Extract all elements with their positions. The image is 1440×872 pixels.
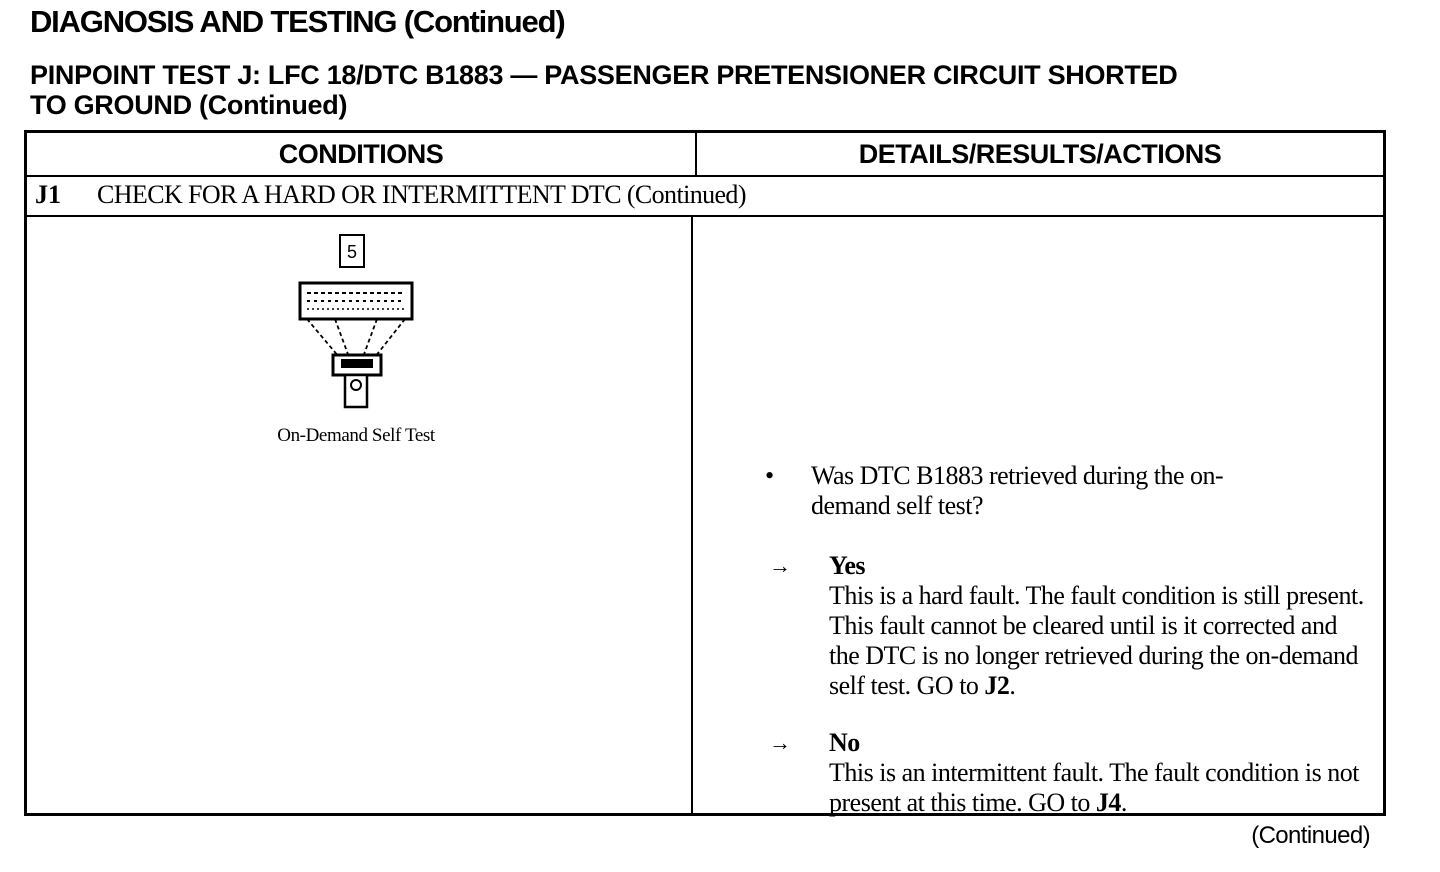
no-action-text: This is an intermittent fault. The fault condition is not present at this time. GO to J4.: [829, 758, 1359, 817]
connector-icon: [333, 355, 381, 407]
table-header-row: [27, 133, 1383, 177]
step-number: 5: [346, 242, 358, 262]
no-text: This is an intermittent fault. The fault condition is not present at this time. GO to: [829, 758, 1359, 817]
no-goto-step: J4: [1095, 788, 1121, 817]
yes-result: [765, 551, 1365, 701]
pinpoint-test-title: [30, 60, 1410, 120]
bullet-icon: •: [765, 461, 774, 490]
scan-tool-diagram: [295, 233, 417, 413]
connection-lines-icon: [307, 319, 405, 357]
diagram-caption: On-Demand Self Test: [277, 425, 435, 446]
step-id: J1: [35, 180, 61, 209]
continued-footer: (Continued): [1251, 822, 1370, 849]
step-row: [27, 177, 1383, 217]
details-column-header: DETAILS/RESULTS/ACTIONS: [858, 139, 1222, 169]
yes-goto-step: J2: [984, 671, 1010, 700]
pinpoint-test-title-line1: PINPOINT TEST J: LFC 18/DTC B1883 — PASSENGER PRETENSIONER CIRCUIT SHORTED: [30, 60, 1178, 90]
no-label: No: [829, 728, 860, 757]
pinpoint-test-table: [24, 130, 1386, 816]
conditions-column-header: CONDITIONS: [278, 139, 444, 169]
yes-action-text: This is a hard fault. The fault condition is still present. This fault cannot be cleared until is it corrected and the DTC is no longer retrieved during the on-demand self test. GO to J2.: [829, 581, 1364, 700]
yes-text: This is a hard fault. The fault condition is still present. This fault cannot be cleared until is it corrected and the DTC is no longer retrieved during the on-demand self test. GO to: [829, 581, 1364, 700]
page-title: DIAGNOSIS AND TESTING (Continued): [30, 4, 565, 39]
yes-label: Yes: [829, 551, 866, 580]
question-text: Was DTC B1883 retrieved during the on-demand self test?: [811, 461, 1224, 520]
step-title: CHECK FOR A HARD OR INTERMITTENT DTC (Continued): [97, 180, 746, 209]
column-divider: [691, 215, 693, 816]
no-result: [765, 728, 1365, 818]
question-item: [765, 461, 1285, 521]
arrow-right-icon: →: [769, 730, 791, 755]
arrow-right-icon: →: [769, 553, 791, 578]
pinpoint-test-title-line2: TO GROUND (Continued): [30, 90, 348, 120]
